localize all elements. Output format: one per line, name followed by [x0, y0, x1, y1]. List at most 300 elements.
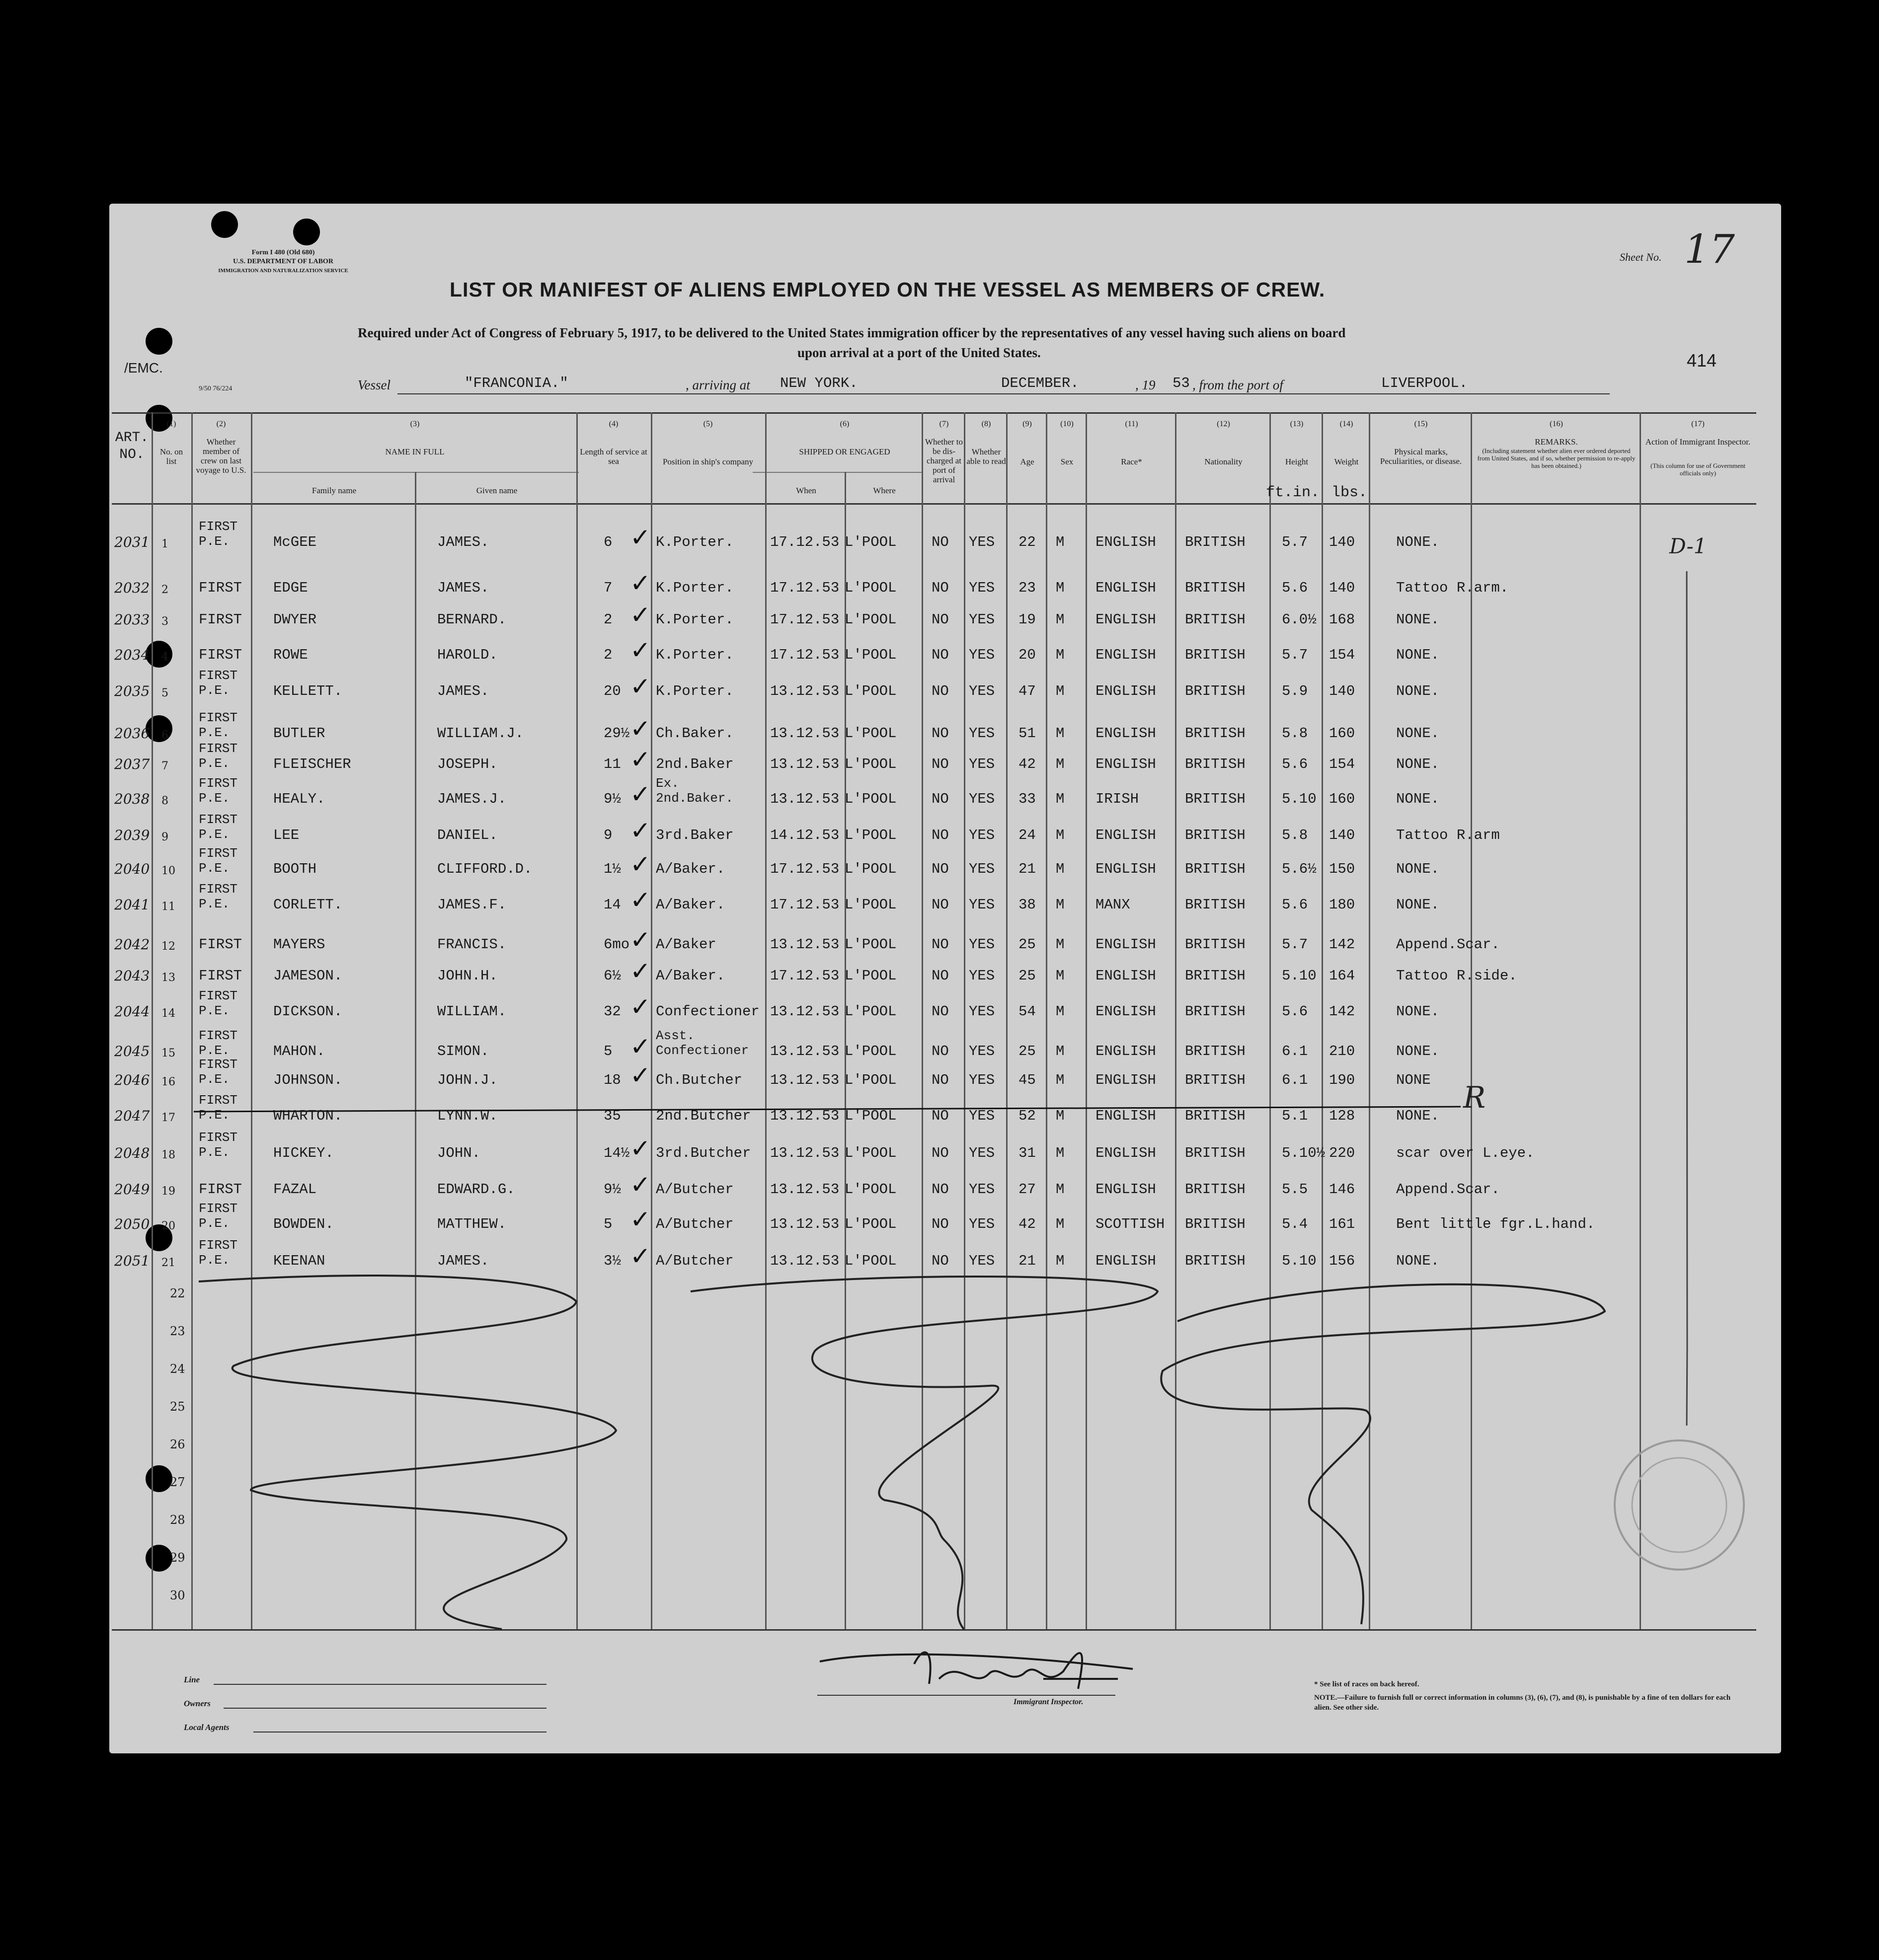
cell-no: 20 — [161, 1220, 175, 1232]
cell-service: 20 — [604, 683, 621, 699]
cell-sex: M — [1056, 725, 1065, 742]
cell-race: ENGLISH — [1096, 725, 1156, 742]
cell-nat: BRITISH — [1185, 647, 1246, 663]
cell-no: 6 — [161, 729, 168, 742]
cell-when: 17.12.53 — [770, 580, 840, 596]
cell-service: 5 — [604, 1043, 613, 1059]
cell-service: 1½ — [604, 861, 621, 877]
check-mark-icon: ✓ — [630, 1170, 651, 1199]
cell-when: 13.12.53 — [770, 936, 840, 953]
cell-service: 6½ — [604, 968, 621, 984]
cell-race: ENGLISH — [1096, 861, 1156, 877]
header-physical: Physical marks, Peculiarities, or disease. — [1380, 447, 1462, 466]
cell-where: L'POOL — [845, 1043, 897, 1059]
year-prefix: , 19 — [1135, 377, 1156, 392]
check-mark-icon: ✓ — [630, 886, 651, 914]
cell-disch: NO — [932, 897, 949, 913]
cell-position: 3rd.Baker — [656, 827, 734, 843]
header-action-note: (This column for use of Government officials only) — [1650, 462, 1745, 477]
cell-read: YES — [969, 1043, 995, 1059]
from-port-label: , from the port of — [1192, 377, 1283, 392]
cell-art: 2033 — [114, 611, 150, 628]
cell-sex: M — [1056, 968, 1065, 984]
cell-read: YES — [969, 1108, 995, 1124]
cell-member: FIRST P.E. — [199, 1238, 238, 1268]
cell-art: 2032 — [114, 580, 150, 596]
empty-row-number: 26 — [170, 1437, 185, 1451]
cell-physical: NONE. — [1396, 683, 1440, 699]
cell-physical: NONE. — [1396, 725, 1440, 742]
cell-height: 5.7 — [1282, 534, 1308, 550]
cell-family: DWYER — [273, 611, 317, 628]
cell-art: 2035 — [114, 683, 150, 699]
cell-given: JAMES.F. — [437, 897, 507, 913]
cell-member: FIRST P.E. — [199, 1057, 238, 1087]
cell-no: 7 — [161, 760, 168, 772]
cell-height: 6.1 — [1282, 1072, 1308, 1088]
empty-row-number: 25 — [170, 1400, 185, 1414]
header-name-in-full: NAME IN FULL — [385, 447, 445, 456]
cell-service: 2 — [604, 611, 613, 628]
cell-where: L'POOL — [845, 725, 897, 742]
cell-position: K.Porter. — [656, 611, 734, 628]
cell-sex: M — [1056, 1216, 1065, 1232]
cell-nat: BRITISH — [1185, 1108, 1246, 1124]
struck-mark: R — [1463, 1080, 1486, 1115]
cell-family: DICKSON. — [273, 1003, 343, 1020]
cell-when: 13.12.53 — [770, 683, 840, 699]
cell-read: YES — [969, 827, 995, 843]
cell-service: 14½ — [604, 1145, 630, 1161]
cell-given: WILLIAM. — [437, 1003, 507, 1020]
cell-given: LYNN.W. — [437, 1108, 498, 1124]
cell-service: 11 — [604, 756, 621, 772]
cell-disch: NO — [932, 756, 949, 772]
cell-no: 10 — [161, 865, 175, 877]
cell-where: L'POOL — [845, 611, 897, 628]
cell-race: ENGLISH — [1096, 647, 1156, 663]
cell-where: L'POOL — [845, 897, 897, 913]
check-mark-icon: ✓ — [630, 636, 651, 665]
cell-sex: M — [1056, 1145, 1065, 1161]
header-family-name: Family name — [312, 486, 357, 495]
cell-height: 5.6 — [1282, 580, 1308, 596]
cell-height: 5.5 — [1282, 1181, 1308, 1198]
cell-when: 17.12.53 — [770, 861, 840, 877]
cell-physical: NONE. — [1396, 1108, 1440, 1124]
cell-art: 2039 — [114, 827, 150, 843]
row-17-strike — [194, 1107, 1461, 1112]
cell-position: A/Baker. — [656, 968, 725, 984]
col-number-14: (14) — [1339, 420, 1353, 428]
cell-age: 33 — [1018, 791, 1036, 807]
cell-nat: BRITISH — [1185, 861, 1246, 877]
cell-height: 6.1 — [1282, 1043, 1308, 1059]
cell-given: JAMES. — [437, 683, 489, 699]
cell-member: FIRST — [199, 647, 242, 663]
cell-weight: 190 — [1329, 1072, 1355, 1088]
empty-row-number: 29 — [170, 1551, 185, 1565]
header-weight: Weight — [1334, 457, 1359, 466]
cell-read: YES — [969, 611, 995, 628]
cell-member: FIRST P.E. — [199, 1201, 238, 1231]
cell-disch: NO — [932, 647, 949, 663]
cell-position: 2nd.Butcher — [656, 1108, 751, 1124]
cell-weight: 154 — [1329, 756, 1355, 772]
cell-service: 3½ — [604, 1253, 621, 1269]
header-discharged: Whether to be dis-charged at port of arrival — [925, 437, 963, 484]
cell-when: 13.12.53 — [770, 1043, 840, 1059]
cell-when: 13.12.53 — [770, 1253, 840, 1269]
cell-service: 2 — [604, 647, 613, 663]
check-mark-icon: ✓ — [630, 523, 651, 552]
cell-race: ENGLISH — [1096, 580, 1156, 596]
col-number-2: (2) — [216, 420, 226, 428]
cell-nat: BRITISH — [1185, 791, 1246, 807]
cell-age: 22 — [1018, 534, 1036, 550]
cell-when: 13.12.53 — [770, 725, 840, 742]
cell-age: 38 — [1018, 897, 1036, 913]
cell-age: 23 — [1018, 580, 1036, 596]
cell-where: L'POOL — [845, 534, 897, 550]
cell-position: A/Baker — [656, 936, 716, 953]
cell-family: CORLETT. — [273, 897, 343, 913]
cell-age: 21 — [1018, 1253, 1036, 1269]
cell-family: WHARTON. — [273, 1108, 343, 1124]
check-mark-icon: ✓ — [630, 672, 651, 701]
col-number-3: (3) — [410, 420, 420, 428]
cell-member: FIRST — [199, 936, 242, 953]
cell-no: 9 — [161, 831, 168, 843]
cell-read: YES — [969, 725, 995, 742]
check-mark-icon: ✓ — [630, 1061, 651, 1090]
cell-service: 29½ — [604, 725, 630, 742]
cell-service: 32 — [604, 1003, 621, 1020]
cell-service: 6 — [604, 534, 613, 550]
cell-read: YES — [969, 1072, 995, 1088]
cell-when: 13.12.53 — [770, 756, 840, 772]
check-mark-icon: ✓ — [630, 1134, 651, 1163]
arrival-year: 53 — [1173, 375, 1190, 391]
cell-art: 2040 — [114, 861, 150, 877]
cell-given: JOHN.J. — [437, 1072, 498, 1088]
header-sex: Sex — [1060, 457, 1074, 466]
cell-family: HICKEY. — [273, 1145, 334, 1161]
cell-no: 5 — [161, 687, 168, 699]
cell-nat: BRITISH — [1185, 1072, 1246, 1088]
cell-sex: M — [1056, 791, 1065, 807]
departure-port: LIVERPOOL. — [1381, 375, 1468, 391]
cell-sex: M — [1056, 1253, 1065, 1269]
cell-given: EDWARD.G. — [437, 1181, 515, 1198]
header-position: Position in ship's company — [662, 457, 754, 466]
cell-physical: NONE. — [1396, 1003, 1440, 1020]
cell-where: L'POOL — [845, 1072, 897, 1088]
cell-read: YES — [969, 936, 995, 953]
check-mark-icon: ✓ — [630, 780, 651, 809]
cell-read: YES — [969, 534, 995, 550]
cell-where: L'POOL — [845, 1181, 897, 1198]
check-mark-icon: ✓ — [630, 992, 651, 1021]
check-mark-icon: ✓ — [630, 569, 651, 598]
cell-no: 14 — [161, 1007, 175, 1020]
cell-age: 54 — [1018, 1003, 1036, 1020]
cell-no: 17 — [161, 1112, 175, 1124]
department-name: U.S. DEPARTMENT OF LABOR — [233, 258, 333, 265]
cell-nat: BRITISH — [1185, 936, 1246, 953]
cell-position: A/Baker. — [656, 861, 725, 877]
header-where: Where — [873, 486, 896, 495]
sheet-label: Sheet No. — [1620, 251, 1662, 263]
inspector-signature — [810, 1629, 1158, 1704]
cell-when: 13.12.53 — [770, 1108, 840, 1124]
cell-sex: M — [1056, 756, 1065, 772]
cell-weight: 161 — [1329, 1216, 1355, 1232]
cell-member: FIRST P.E. — [199, 776, 238, 806]
cell-service: 7 — [604, 580, 613, 596]
cell-given: FRANCIS. — [437, 936, 507, 953]
header-nationality: Nationality — [1204, 457, 1243, 466]
header-art-no: ART. NO. — [115, 430, 149, 462]
cell-family: ROWE — [273, 647, 308, 663]
cell-where: L'POOL — [845, 1145, 897, 1161]
col-number-11: (11) — [1125, 420, 1138, 428]
cell-height: 5.6 — [1282, 1003, 1308, 1020]
cell-weight: 142 — [1329, 1003, 1355, 1020]
cell-family: LEE — [273, 827, 300, 843]
subtitle-line1: Required under Act of Congress of February 5, 1917, to be delivered to the United States immigration officer by the representatives of any vessel having such aliens on board — [358, 325, 1346, 340]
cell-when: 17.12.53 — [770, 534, 840, 550]
cell-member: FIRST P.E. — [199, 519, 238, 549]
cell-age: 42 — [1018, 1216, 1036, 1232]
cell-height: 5.10 — [1282, 968, 1317, 984]
cell-when: 14.12.53 — [770, 827, 840, 843]
cell-art: 2045 — [114, 1043, 150, 1059]
cell-no: 3 — [161, 615, 168, 628]
cell-physical: NONE. — [1396, 756, 1440, 772]
cell-no: 11 — [161, 901, 175, 913]
cell-art: 2034 — [114, 647, 150, 663]
cell-disch: NO — [932, 1145, 949, 1161]
cell-service: 6mo — [604, 936, 630, 953]
cell-no: 8 — [161, 795, 168, 807]
cell-height: 5.6½ — [1282, 861, 1317, 877]
empty-row-number: 22 — [170, 1286, 185, 1300]
cell-given: SIMON. — [437, 1043, 489, 1059]
cell-physical: NONE. — [1396, 1253, 1440, 1269]
cell-physical: NONE. — [1396, 791, 1440, 807]
col-number-7: (7) — [939, 420, 949, 428]
cell-read: YES — [969, 1216, 995, 1232]
cell-nat: BRITISH — [1185, 725, 1246, 742]
cell-height: 5.10 — [1282, 791, 1317, 807]
cell-where: L'POOL — [845, 1216, 897, 1232]
check-mark-icon: ✓ — [630, 714, 651, 743]
cell-disch: NO — [932, 683, 949, 699]
cell-given: CLIFFORD.D. — [437, 861, 533, 877]
cell-member: FIRST — [199, 968, 242, 984]
scribble-right — [1161, 1284, 1605, 1624]
cell-family: KEENAN — [273, 1253, 325, 1269]
cell-weight: 140 — [1329, 827, 1355, 843]
check-mark-icon: ✓ — [630, 816, 651, 845]
cell-age: 25 — [1018, 1043, 1036, 1059]
cell-art: 2046 — [114, 1072, 150, 1088]
cell-physical: Bent little fgr.L.hand. — [1396, 1216, 1595, 1232]
cell-nat: BRITISH — [1185, 1216, 1246, 1232]
cell-service: 18 — [604, 1072, 621, 1088]
header-remarks-note: (Including statement whether alien ever ordered deported from United States, and if so, whether permission to re-apply has been obtained.) — [1477, 447, 1636, 469]
cell-race: MANX — [1096, 897, 1130, 913]
arriving-label: , arriving at — [686, 377, 750, 392]
cell-position: Ex. 2nd.Baker. — [656, 776, 734, 806]
header-length-service: Length of service at sea — [580, 447, 647, 466]
cell-position: Confectioner — [656, 1003, 760, 1020]
cell-sex: M — [1056, 936, 1065, 953]
cell-member: FIRST P.E. — [199, 988, 238, 1018]
cell-age: 47 — [1018, 683, 1036, 699]
cell-family: MAHON. — [273, 1043, 325, 1059]
cell-member: FIRST P.E. — [199, 710, 238, 740]
cell-family: BOWDEN. — [273, 1216, 334, 1232]
cell-age: 45 — [1018, 1072, 1036, 1088]
cell-weight: 160 — [1329, 725, 1355, 742]
header-whether-member: Whether member of crew on last voyage to U.S. — [196, 437, 246, 475]
footer-agents-rule — [253, 1732, 547, 1733]
cell-read: YES — [969, 1253, 995, 1269]
cell-service: 14 — [604, 897, 621, 913]
cell-family: MAYERS — [273, 936, 325, 953]
cell-weight: 142 — [1329, 936, 1355, 953]
cell-weight: 140 — [1329, 580, 1355, 596]
stamp-number: 414 — [1687, 350, 1717, 371]
cell-given: JAMES. — [437, 1253, 489, 1269]
cell-race: ENGLISH — [1096, 1145, 1156, 1161]
cell-art: 2031 — [114, 534, 150, 550]
cell-no: 18 — [161, 1149, 175, 1161]
cell-disch: NO — [932, 1216, 949, 1232]
cell-physical: Tattoo R.arm — [1396, 827, 1500, 843]
cell-family: JAMESON. — [273, 968, 343, 984]
cell-race: SCOTTISH — [1096, 1216, 1165, 1232]
col-number-9: (9) — [1022, 420, 1032, 428]
cell-when: 17.12.53 — [770, 968, 840, 984]
empty-row-number: 24 — [170, 1362, 185, 1376]
cell-member: FIRST — [199, 611, 242, 628]
cell-age: 27 — [1018, 1181, 1036, 1198]
cell-service: 35 — [604, 1108, 621, 1124]
check-mark-icon: ✓ — [630, 925, 651, 954]
cell-where: L'POOL — [845, 647, 897, 663]
cell-when: 13.12.53 — [770, 1003, 840, 1020]
cell-age: 52 — [1018, 1108, 1036, 1124]
cell-weight: 128 — [1329, 1108, 1355, 1124]
check-mark-icon: ✓ — [630, 1242, 651, 1271]
cell-physical: Tattoo R.side. — [1396, 968, 1517, 984]
cell-position: A/Butcher — [656, 1216, 734, 1232]
cell-read: YES — [969, 897, 995, 913]
cell-read: YES — [969, 1003, 995, 1020]
cell-disch: NO — [932, 827, 949, 843]
cell-nat: BRITISH — [1185, 1145, 1246, 1161]
cell-no: 15 — [161, 1047, 175, 1059]
cell-art: 2038 — [114, 791, 150, 807]
fine-note: NOTE.—Failure to furnish full or correct information in columns (3), (6), (7), and (8), is punishable by a fine of ten dollars for each alien. See other side. — [1314, 1694, 1731, 1712]
footer-line-rule — [214, 1684, 547, 1685]
footer-agents-label: Local Agents — [184, 1723, 230, 1732]
cell-read: YES — [969, 647, 995, 663]
cell-read: YES — [969, 861, 995, 877]
cell-race: IRISH — [1096, 791, 1139, 807]
cell-where: L'POOL — [845, 936, 897, 953]
inspector-rule — [817, 1695, 1115, 1696]
cell-family: HEALY. — [273, 791, 325, 807]
cell-service: 9½ — [604, 1181, 621, 1198]
col-number-8: (8) — [981, 420, 991, 428]
header-age: Age — [1020, 457, 1034, 466]
cell-read: YES — [969, 791, 995, 807]
cell-physical: NONE — [1396, 1072, 1431, 1088]
cell-race: ENGLISH — [1096, 1253, 1156, 1269]
cell-weight: 146 — [1329, 1181, 1355, 1198]
cell-where: L'POOL — [845, 683, 897, 699]
cell-art: 2049 — [114, 1181, 150, 1198]
cell-weight: 168 — [1329, 611, 1355, 628]
header-lbs: lbs. — [1331, 484, 1368, 501]
header-action: Action of Immigrant Inspector. — [1645, 437, 1751, 447]
header-when: When — [796, 486, 816, 495]
cell-physical: Tattoo R.arm. — [1396, 580, 1509, 596]
cell-member: FIRST — [199, 1181, 242, 1198]
footer-owners-rule — [224, 1708, 547, 1709]
cell-service: 9½ — [604, 791, 621, 807]
arriving-port: NEW YORK. — [780, 375, 858, 391]
cell-nat: BRITISH — [1185, 756, 1246, 772]
cell-given: BERNARD. — [437, 611, 507, 628]
cell-when: 13.12.53 — [770, 1181, 840, 1198]
cell-weight: 210 — [1329, 1043, 1355, 1059]
cell-height: 5.7 — [1282, 936, 1308, 953]
cell-service: 9 — [604, 827, 613, 843]
cell-disch: NO — [932, 1003, 949, 1020]
cell-race: ENGLISH — [1096, 1072, 1156, 1088]
cell-height: 5.6 — [1282, 897, 1308, 913]
cell-nat: BRITISH — [1185, 1003, 1246, 1020]
arrival-month: DECEMBER. — [1001, 375, 1079, 391]
cell-physical: NONE. — [1396, 611, 1440, 628]
cell-sex: M — [1056, 534, 1065, 550]
cell-where: L'POOL — [845, 791, 897, 807]
cell-weight: 180 — [1329, 897, 1355, 913]
cell-sex: M — [1056, 1072, 1065, 1088]
cell-race: ENGLISH — [1096, 1003, 1156, 1020]
cell-member: FIRST P.E. — [199, 741, 238, 771]
cell-member: FIRST P.E. — [199, 1093, 238, 1123]
cell-disch: NO — [932, 611, 949, 628]
sheet-number: 17 — [1684, 226, 1735, 272]
cell-family: BUTLER — [273, 725, 325, 742]
cell-age: 31 — [1018, 1145, 1036, 1161]
empty-row-number: 23 — [170, 1324, 185, 1338]
cell-no: 16 — [161, 1076, 175, 1088]
cell-art: 2048 — [114, 1145, 150, 1161]
col-number-10: (10) — [1060, 420, 1074, 428]
cell-weight: 156 — [1329, 1253, 1355, 1269]
cell-family: JOHNSON. — [273, 1072, 343, 1088]
cell-physical: NONE. — [1396, 861, 1440, 877]
cell-member: FIRST — [199, 580, 242, 596]
cell-disch: NO — [932, 534, 949, 550]
